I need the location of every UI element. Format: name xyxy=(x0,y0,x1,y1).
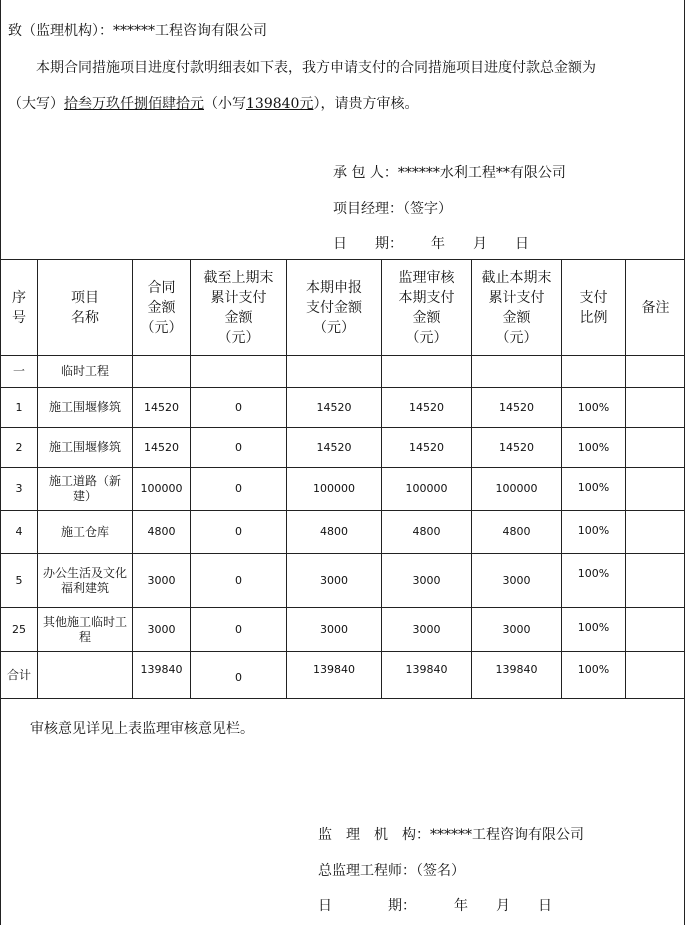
row-contract: 100000 xyxy=(133,468,191,511)
row-ratio: 100% xyxy=(562,511,626,554)
contractor-line xyxy=(333,162,566,182)
row-current: 3000 xyxy=(287,608,382,652)
recipient-label: 致（监理机构）： xyxy=(8,23,113,39)
chief-engineer-signature: 总监理工程师：（签名） xyxy=(318,863,465,879)
row-current: 100000 xyxy=(287,468,382,511)
contractor-date-line xyxy=(333,233,529,253)
header-approved-amount: 监理审核 本期支付 金额 （元） xyxy=(382,260,472,356)
agency-line xyxy=(318,824,584,844)
payment-detail-table xyxy=(0,259,685,699)
row-contract: 3000 xyxy=(133,608,191,652)
table-header-row xyxy=(1,260,685,356)
row-cumulative: 4800 xyxy=(472,511,562,554)
review-date-line xyxy=(318,895,552,915)
table-row xyxy=(1,468,685,511)
table-row xyxy=(1,511,685,554)
row-remark xyxy=(626,428,685,468)
total-row xyxy=(1,652,685,699)
row-ratio: 100% xyxy=(562,428,626,468)
row-no: 2 xyxy=(1,428,38,468)
row-current: 3000 xyxy=(287,554,382,608)
contractor-date-label: 日 期： xyxy=(333,236,403,252)
row-approved: 3000 xyxy=(382,554,472,608)
table-row xyxy=(1,608,685,652)
header-seq: 序 号 xyxy=(1,260,38,356)
row-remark xyxy=(626,608,685,652)
category-name: 临时工程 xyxy=(38,356,133,388)
review-date-fields: 年 月 日 xyxy=(454,898,552,914)
intro-tail: ），请贵方审核。 xyxy=(313,96,419,112)
row-name: 办公生活及文化福利建筑 xyxy=(38,554,133,608)
row-no: 3 xyxy=(1,468,38,511)
row-current: 4800 xyxy=(287,511,382,554)
agency-name: ******工程咨询有限公司 xyxy=(430,827,584,843)
row-name: 施工围堰修筑 xyxy=(38,428,133,468)
row-approved: 4800 xyxy=(382,511,472,554)
header-remark: 备注 xyxy=(626,260,685,356)
row-contract: 4800 xyxy=(133,511,191,554)
row-remark xyxy=(626,388,685,428)
row-contract: 3000 xyxy=(133,554,191,608)
row-name: 施工围堰修筑 xyxy=(38,388,133,428)
header-payment-ratio: 支付 比例 xyxy=(562,260,626,356)
total-ratio: 100% xyxy=(562,652,626,699)
row-name: 施工仓库 xyxy=(38,511,133,554)
amount-big-label: （大写） xyxy=(8,96,64,112)
row-name: 施工道路（新建） xyxy=(38,468,133,511)
agency-label: 监 理 机 构： xyxy=(318,827,430,843)
table-row xyxy=(1,388,685,428)
row-no: 5 xyxy=(1,554,38,608)
table-row xyxy=(1,428,685,468)
total-current: 139840 xyxy=(287,652,382,699)
amount-small-label: （小写 xyxy=(204,96,246,112)
row-contract: 14520 xyxy=(133,388,191,428)
row-no: 1 xyxy=(1,388,38,428)
row-prev: 0 xyxy=(191,428,287,468)
contractor-name: ******水利工程**有限公司 xyxy=(397,165,566,181)
row-current: 14520 xyxy=(287,428,382,468)
row-remark xyxy=(626,468,685,511)
row-prev: 0 xyxy=(191,388,287,428)
amount-big: 拾叁万玖仟捌佰肆拾元 xyxy=(64,96,204,112)
total-cumulative: 139840 xyxy=(472,652,562,699)
row-ratio: 100% xyxy=(562,388,626,428)
row-name: 其他施工临时工程 xyxy=(38,608,133,652)
header-current-request: 本期申报 支付金额 （元） xyxy=(287,260,382,356)
total-approved: 139840 xyxy=(382,652,472,699)
row-contract: 14520 xyxy=(133,428,191,468)
recipient-name: ******工程咨询有限公司 xyxy=(113,23,267,39)
review-date-label: 日 期： xyxy=(318,898,416,914)
recipient-line xyxy=(8,20,267,40)
total-label: 合计 xyxy=(1,652,38,699)
amount-small: 139840元 xyxy=(246,96,314,112)
header-end-cumulative: 截止本期末 累计支付 金额 （元） xyxy=(472,260,562,356)
project-manager-signature: 项目经理：（签字） xyxy=(333,201,452,217)
row-prev: 0 xyxy=(191,511,287,554)
row-prev: 0 xyxy=(191,468,287,511)
row-ratio: 100% xyxy=(562,608,626,652)
table-row xyxy=(1,554,685,608)
review-opinion: 审核意见详见上表监理审核意见栏。 xyxy=(30,721,254,737)
row-approved: 14520 xyxy=(382,388,472,428)
total-contract: 139840 xyxy=(133,652,191,699)
contractor-date-fields: 年 月 日 xyxy=(431,236,529,252)
row-prev: 0 xyxy=(191,554,287,608)
row-no: 4 xyxy=(1,511,38,554)
row-no: 25 xyxy=(1,608,38,652)
row-approved: 3000 xyxy=(382,608,472,652)
row-cumulative: 14520 xyxy=(472,428,562,468)
row-cumulative: 14520 xyxy=(472,388,562,428)
row-remark xyxy=(626,554,685,608)
header-contract-amount: 合同 金额 （元） xyxy=(133,260,191,356)
header-item-name: 项目 名称 xyxy=(38,260,133,356)
row-approved: 100000 xyxy=(382,468,472,511)
total-prev: 0 xyxy=(191,652,287,699)
row-approved: 14520 xyxy=(382,428,472,468)
row-cumulative: 100000 xyxy=(472,468,562,511)
row-prev: 0 xyxy=(191,608,287,652)
row-cumulative: 3000 xyxy=(472,608,562,652)
category-row xyxy=(1,356,685,388)
contractor-label: 承 包 人： xyxy=(333,165,398,181)
row-remark xyxy=(626,511,685,554)
row-cumulative: 3000 xyxy=(472,554,562,608)
row-ratio: 100% xyxy=(562,554,626,608)
header-prev-cumulative: 截至上期末 累计支付 金额 （元） xyxy=(191,260,287,356)
intro-line-2 xyxy=(8,93,418,113)
row-current: 14520 xyxy=(287,388,382,428)
row-ratio: 100% xyxy=(562,468,626,511)
category-no: 一 xyxy=(1,356,38,388)
intro-line-1: 本期合同措施项目进度付款明细表如下表，我方申请支付的合同措施项目进度付款总金额为 xyxy=(36,60,596,76)
